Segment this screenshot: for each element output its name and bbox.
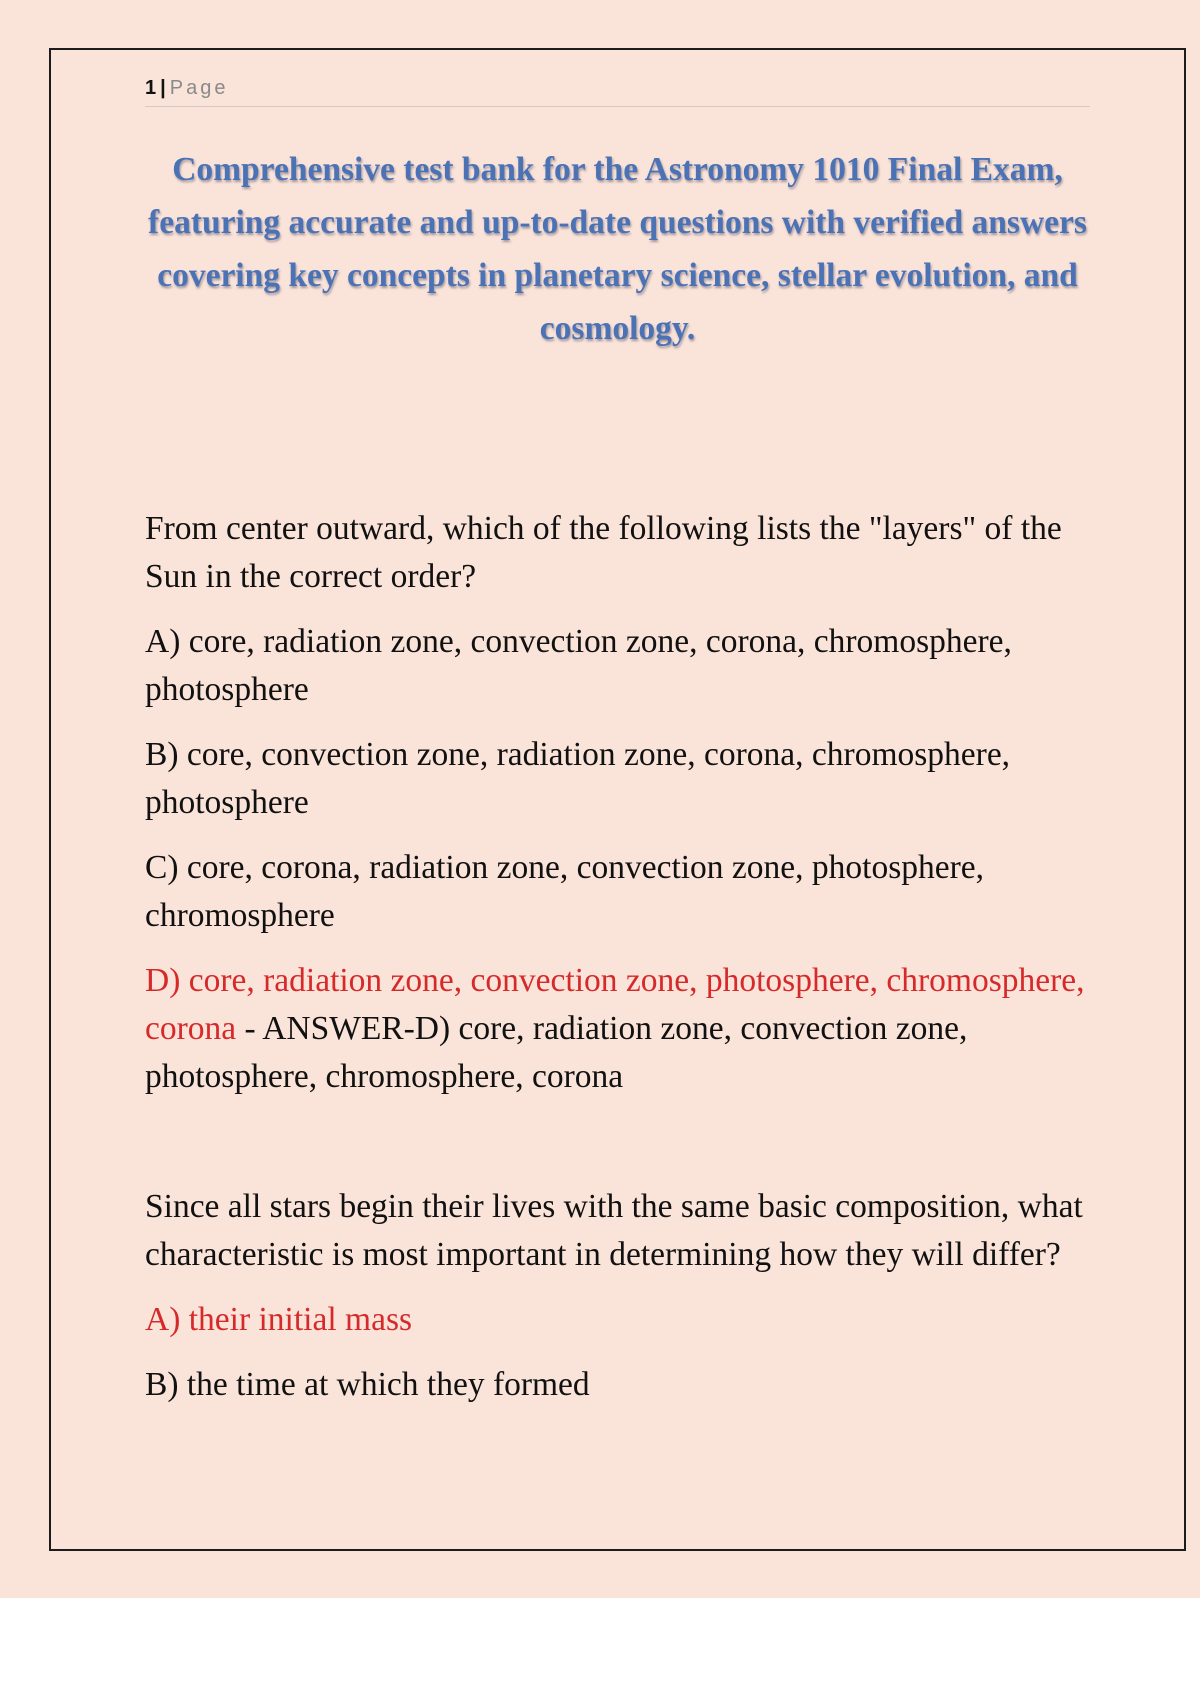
answer-option-a: A) core, radiation zone, convection zone, corona, chromosphere, photosphere [145, 623, 1012, 708]
answer-option-b: B) the time at which they formed [145, 1366, 590, 1403]
answer-option-b: B) core, convection zone, radiation zone, corona, chromosphere, photosphere [145, 736, 1011, 821]
correct-answer-option: D) core, radiation zone, convection zone, photosphere, chromosphere, corona [145, 962, 1085, 1047]
correct-answer-option: A) their initial mass [145, 1301, 413, 1338]
page-number: 1 [145, 77, 157, 99]
page-word: Page [169, 77, 229, 99]
document-title: Comprehensive test bank for the Astronomy 1010 Final Exam, featuring accurate and up-to-date questions with verified answers covering key concepts in planetary science, stellar evolution, and cosmology. [148, 151, 1087, 347]
question-1 [145, 505, 1105, 1118]
answer-option-c: C) core, corona, radiation zone, convection zone, photosphere, chromosphere [145, 849, 985, 934]
question-2 [145, 1183, 1105, 1426]
answer-key-text: - ANSWER-D) core, radiation zone, convection zone, photosphere, chromosphere, corona [145, 1010, 968, 1095]
question-prompt: From center outward, which of the following lists the "layers" of the Sun in the correct order? [145, 510, 1062, 595]
page-separator: | [160, 77, 166, 99]
question-prompt: Since all stars begin their lives with the same basic composition, what characteristic is most important in determining how they will differ? [145, 1188, 1083, 1273]
page-header [145, 74, 1090, 107]
answer-option-d [145, 957, 1105, 1101]
